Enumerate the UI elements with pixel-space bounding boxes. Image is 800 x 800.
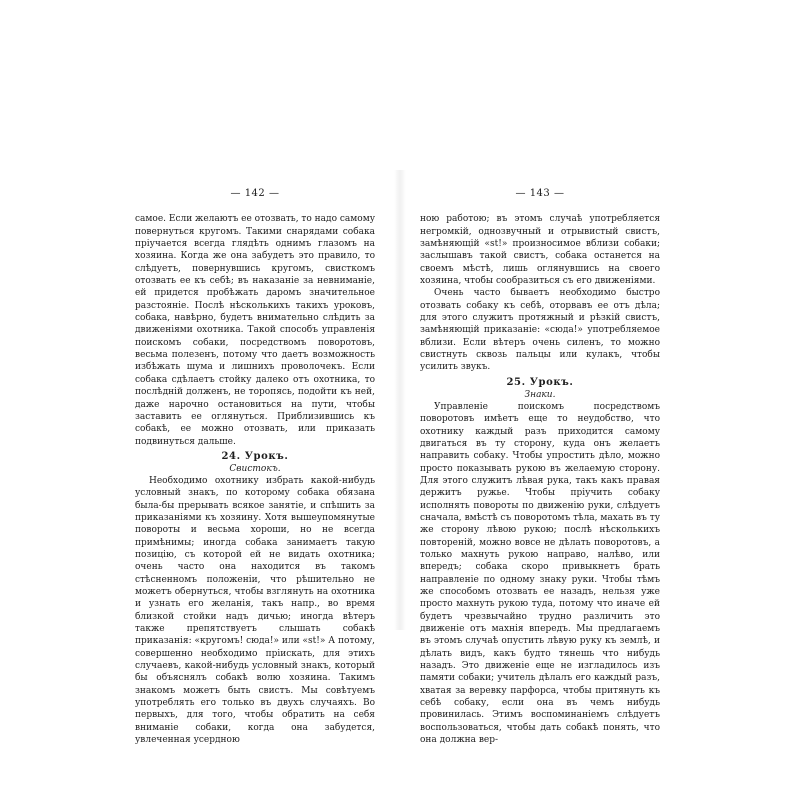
paragraph: Необходимо охотнику избрать какой-нибудь условный знакъ, по которому собака обязана была-бы прерывать всякое занятіе, и спѣшить за приказаніями къ хозяину. Хотя вышеупомянутые повороты и весьма хороши, но не всегда примѣнимы; иногда собака занимаетъ такую позицію, съ которой ей не видать охотника; очень часто она находится въ такомъ стѣсненномъ положеніи, что рѣшительно не можетъ обернуться, чтобы взглянуть на охотника и узнать его желанія, такъ напр., во время близкой стойки надъ дичью; иногда вѣтеръ также препятствуетъ слышать собакѣ приказанія: «кругомъ! сюда!» или «st!» А потому, совершенно необходимо пріискать, для этихъ случаевъ, какой-нибудь условный знакъ, который бы объяснялъ собакѣ волю хозяина. Такимъ знакомъ можетъ быть свистъ. Мы совѣтуемъ употреблять его только въ двухъ случаяхъ. Во первыхъ, для того, чтобы обратить на себя вниманіе собаки, когда она забудется, увлеченная усердною — [135, 475, 375, 746]
section-subheading: Знаки. — [524, 389, 556, 400]
left-page — [135, 188, 375, 746]
section-heading: 25. Урокъ. — [506, 376, 574, 388]
paragraph: Управленіе поискомъ посредствомъ поворотовъ имѣетъ еще то неудобство, что охотнику каждый разъ приходится самому двигаться въ ту сторону, куда онъ желаетъ направить собаку. Чтобы упростить дѣло, можно просто показывать рукою въ желаемую сторону. Для этого служитъ лѣвая рука, такъ какъ правая держитъ ружье. Чтобы пріучить собаку исполнять повороты по движенію руки, слѣдуетъ сначала, вмѣстѣ съ поворотомъ тѣла, махать въ ту же сторону лѣвою рукою; послѣ нѣсколькихъ повтореній, можно вовсе не дѣлать поворотовъ, а только махнуть рукою направо, налѣво, или впередъ; собака скоро привыкнетъ брать направленіе по одному знаку руки. Чтобы тѣмъ же способомъ отозвать ее назадъ, нельзя уже просто махнуть рукою туда, потому что иначе ей будетъ чрезвычайно трудно различить это движеніе отъ махнія впередъ. Мы предлагаемъ въ этомъ случаѣ опустить лѣвую руку къ землѣ, и дѣлать видъ, какъ будто тянешь что нибудь назадъ. Это движеніе еще не изгладилось изъ памяти собаки; учитель дѣлалъ его каждый разъ, хватая за веревку парфорса, чтобы притянуть къ себѣ собаку, если она въ чемъ нибудь провинилась. Этимъ воспоминаніемъ слѣдуетъ воспользоваться, чтобы дать собакѣ понять, что она должна вер- — [420, 401, 660, 746]
paragraph: Очень часто бываетъ необходимо быстро отозвать собаку къ себѣ, оторвавъ ее отъ дѣла; для этого служитъ протяжный и рѣзкій свистъ, замѣняющій приказаніе: «сюда!» употребляемое вблизи. Если вѣтеръ очень силенъ, то можно свистнуть сквозь пальцы или кулакъ, чтобы усилить звукъ. — [420, 288, 660, 373]
section-subheading: Свистокъ. — [229, 463, 281, 474]
section-heading: 24. Урокъ. — [221, 450, 289, 462]
page-number: — 142 — — [230, 188, 280, 199]
paragraph: ною работою; въ этомъ случаѣ употребляется негромкій, однозвучный и отрывистый свистъ, замѣняющій «st!» произносимое вблизи собаки; заслышавъ такой свистъ, собака останется на своемъ мѣстѣ, лишь оглянувшись на своего хозяина, чтобы сообразиться съ его движеніями. — [420, 214, 660, 287]
page-gutter — [394, 170, 406, 630]
page-number: — 143 — — [515, 188, 565, 199]
right-page — [420, 188, 660, 746]
paragraph: самое. Если желаютъ ее отозвать, то надо самому повернуться кругомъ. Такими снарядами собака пріучается всегда глядѣть однимъ глазомъ на хозяина. Когда же она забудетъ это правило, то слѣдуетъ, повернувшись кругомъ, свисткомъ отозвать ее къ себѣ; въ наказаніе за невниманіе, ей придется пробѣжать даромъ значительное разстояніе. Послѣ нѣсколькихъ такихъ уроковъ, собака, навѣрно, будетъ внимательно слѣдить за движеніями охотника. Такой способъ управленія поискомъ собаки, посредствомъ поворотовъ, весьма полезенъ, потому что даетъ возможность избѣжать шума и лишнихъ проволочекъ. Если собака сдѣлаетъ стойку далеко отъ охотника, то послѣдній долженъ, не торопясь, подойти къ ней, даже нарочно остановиться на пути, чтобы заставить ее оглянуться. Приблизившись къ собакѣ, ее можно отозвать, или приказать подвинуться дальше. — [135, 214, 375, 447]
